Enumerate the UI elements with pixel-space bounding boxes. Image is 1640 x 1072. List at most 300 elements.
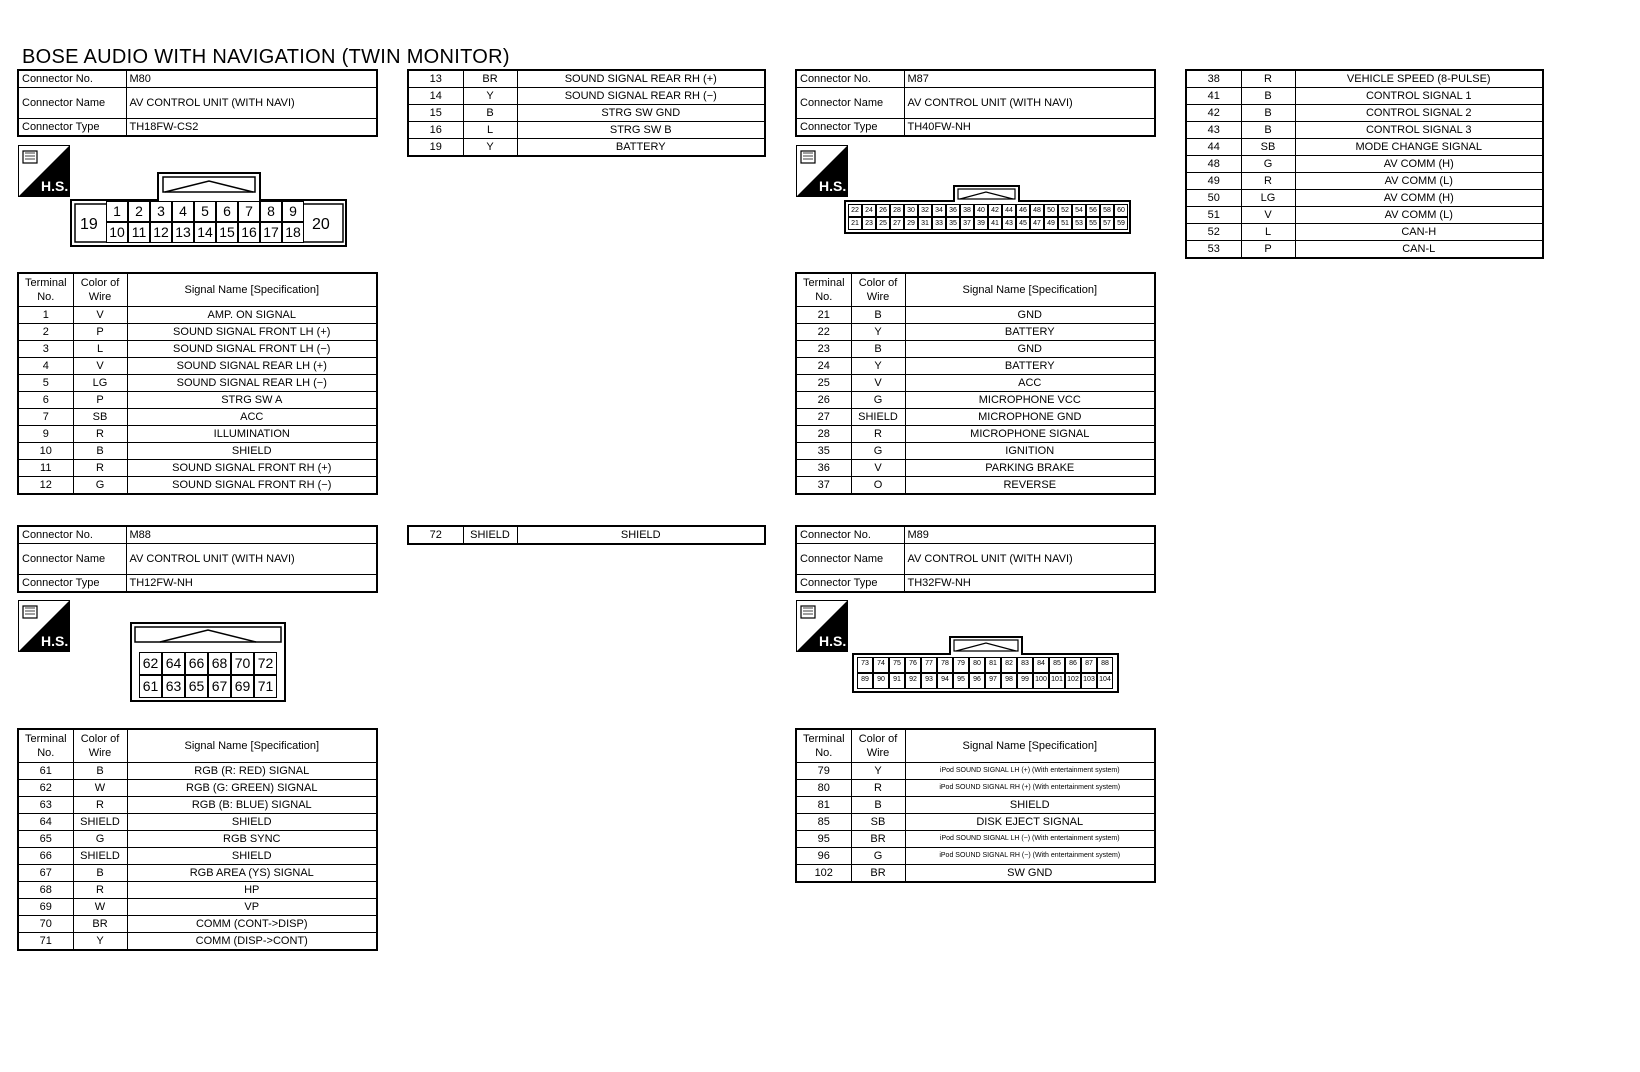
wire-color: W — [73, 780, 127, 797]
m87-terminal-table — [795, 272, 1156, 495]
connector-pin: 52 — [1058, 204, 1072, 217]
signal-name: MODE CHANGE SIGNAL — [1295, 139, 1543, 156]
wire-color: R — [73, 882, 127, 899]
wire-color: B — [1241, 105, 1295, 122]
header-color-of-wire: Color of Wire — [73, 729, 127, 763]
table-row — [18, 848, 377, 865]
connector-pin: 33 — [932, 217, 946, 230]
terminal-no: 51 — [1186, 207, 1241, 224]
wire-color: SHIELD — [851, 409, 905, 426]
connector-pin: 26 — [876, 204, 890, 217]
terminal-no: 37 — [796, 477, 851, 495]
signal-name: REVERSE — [905, 477, 1155, 495]
wire-color: R — [851, 426, 905, 443]
connector-pin: 14 — [194, 222, 216, 243]
table-row — [796, 443, 1155, 460]
wire-color: BR — [73, 916, 127, 933]
wire-color: B — [1241, 122, 1295, 139]
svg-text:H.S.: H.S. — [41, 178, 69, 194]
terminal-no: 64 — [18, 814, 73, 831]
table-row — [408, 105, 765, 122]
connector-pin: 45 — [1016, 217, 1030, 230]
signal-name: SOUND SIGNAL FRONT RH (−) — [127, 477, 377, 495]
table-row — [796, 848, 1155, 865]
terminal-no: 21 — [796, 307, 851, 324]
m89-connector-name: AV CONTROL UNIT (WITH NAVI) — [904, 544, 1155, 575]
signal-name: BATTERY — [905, 358, 1155, 375]
connector-pin: 70 — [231, 652, 254, 675]
signal-name: iPod SOUND SIGNAL RH (+) (With entertainment system) — [905, 780, 1155, 797]
wire-color: R — [73, 426, 127, 443]
wire-color: SB — [73, 409, 127, 426]
connector-pin: 61 — [139, 675, 162, 698]
signal-name: SHIELD — [517, 526, 765, 544]
terminal-no: 9 — [18, 426, 73, 443]
signal-name: SOUND SIGNAL REAR RH (+) — [517, 70, 765, 88]
signal-name: RGB (B: BLUE) SIGNAL — [127, 797, 377, 814]
connector-pin: 25 — [876, 217, 890, 230]
table-row — [18, 899, 377, 916]
label-connector-no: Connector No. — [796, 70, 904, 88]
connector-pin: 35 — [946, 217, 960, 230]
terminal-no: 63 — [18, 797, 73, 814]
wire-color: G — [851, 443, 905, 460]
signal-name: ACC — [905, 375, 1155, 392]
header-signal-name: Signal Name [Specification] — [905, 273, 1155, 307]
connector-pin: 30 — [904, 204, 918, 217]
table-row — [1186, 88, 1543, 105]
wire-color: P — [1241, 241, 1295, 259]
wire-color: W — [73, 899, 127, 916]
signal-name: iPod SOUND SIGNAL RH (−) (With entertainment system) — [905, 848, 1155, 865]
header-signal-name: Signal Name [Specification] — [127, 729, 377, 763]
m80-terminal-table — [17, 272, 378, 495]
connector-pin: 77 — [921, 657, 937, 673]
connector-pin: 3 — [150, 201, 172, 222]
connector-pin: 75 — [889, 657, 905, 673]
header-color-of-wire: Color of Wire — [73, 273, 127, 307]
wire-color: G — [851, 392, 905, 409]
terminal-no: 80 — [796, 780, 851, 797]
terminal-no: 79 — [796, 763, 851, 780]
connector-pin: 13 — [172, 222, 194, 243]
label-connector-type: Connector Type — [18, 575, 126, 593]
connector-pin: 32 — [918, 204, 932, 217]
connector-pin: 83 — [1017, 657, 1033, 673]
connector-pin: 73 — [857, 657, 873, 673]
terminal-no: 42 — [1186, 105, 1241, 122]
label-connector-name: Connector Name — [796, 544, 904, 575]
wire-color: Y — [851, 358, 905, 375]
terminal-no: 6 — [18, 392, 73, 409]
terminal-no: 67 — [18, 865, 73, 882]
hs-icon — [18, 600, 70, 652]
signal-name: RGB AREA (YS) SIGNAL — [127, 865, 377, 882]
table-row — [1186, 190, 1543, 207]
m89-info-table — [795, 525, 1156, 593]
table-row — [18, 882, 377, 899]
wire-color: SHIELD — [73, 848, 127, 865]
m80-pin-right: 20 — [312, 216, 330, 233]
terminal-no: 14 — [408, 88, 463, 105]
signal-name: STRG SW B — [517, 122, 765, 139]
connector-pin: 41 — [988, 217, 1002, 230]
m89-connector-no: M89 — [904, 526, 1155, 544]
table-row — [1186, 241, 1543, 259]
signal-name: IGNITION — [905, 443, 1155, 460]
terminal-no: 41 — [1186, 88, 1241, 105]
signal-name: SOUND SIGNAL REAR LH (−) — [127, 375, 377, 392]
connector-pin: 1 — [106, 201, 128, 222]
m89-terminal-table — [795, 728, 1156, 883]
connector-pin: 38 — [960, 204, 974, 217]
terminal-no: 70 — [18, 916, 73, 933]
signal-name: BATTERY — [517, 139, 765, 157]
terminal-no: 95 — [796, 831, 851, 848]
connector-pin: 34 — [932, 204, 946, 217]
wire-color: BR — [463, 70, 517, 88]
connector-pin: 5 — [194, 201, 216, 222]
terminal-no: 28 — [796, 426, 851, 443]
connector-pin: 91 — [889, 673, 905, 689]
connector-pin: 48 — [1030, 204, 1044, 217]
connector-pin: 89 — [857, 673, 873, 689]
signal-name: CAN-L — [1295, 241, 1543, 259]
connector-pin: 62 — [139, 652, 162, 675]
table-row — [1186, 207, 1543, 224]
wire-color: L — [463, 122, 517, 139]
terminal-no: 4 — [18, 358, 73, 375]
table-row — [796, 460, 1155, 477]
wire-color: B — [851, 341, 905, 358]
connector-pin: 96 — [969, 673, 985, 689]
signal-name: MICROPHONE VCC — [905, 392, 1155, 409]
wire-color: P — [73, 324, 127, 341]
terminal-no: 3 — [18, 341, 73, 358]
table-row — [1186, 173, 1543, 190]
table-row — [796, 392, 1155, 409]
table-row — [796, 814, 1155, 831]
signal-name: PARKING BRAKE — [905, 460, 1155, 477]
connector-pin: 28 — [890, 204, 904, 217]
terminal-no: 102 — [796, 865, 851, 883]
terminal-no: 16 — [408, 122, 463, 139]
connector-pin: 64 — [162, 652, 185, 675]
signal-name: CAN-H — [1295, 224, 1543, 241]
connector-pin: 88 — [1097, 657, 1113, 673]
header-terminal-no: Terminal No. — [18, 729, 73, 763]
table-row — [408, 139, 765, 157]
table-row — [18, 409, 377, 426]
connector-pin: 43 — [1002, 217, 1016, 230]
signal-name: AV COMM (L) — [1295, 207, 1543, 224]
connector-pin: 76 — [905, 657, 921, 673]
wire-color: B — [851, 797, 905, 814]
connector-pin: 18 — [282, 222, 304, 243]
connector-pin: 56 — [1086, 204, 1100, 217]
table-row — [408, 70, 765, 88]
table-row — [18, 358, 377, 375]
hs-icon — [18, 145, 70, 197]
wire-color: G — [851, 848, 905, 865]
connector-pin: 69 — [231, 675, 254, 698]
table-row — [796, 375, 1155, 392]
m87-connector-no: M87 — [904, 70, 1155, 88]
wire-color: BR — [851, 865, 905, 883]
table-row — [408, 122, 765, 139]
wire-color: Y — [463, 139, 517, 157]
connector-pin: 51 — [1058, 217, 1072, 230]
terminal-no: 10 — [18, 443, 73, 460]
m80-connector-name: AV CONTROL UNIT (WITH NAVI) — [126, 88, 377, 119]
wire-color: Y — [73, 933, 127, 951]
m88-connector-name: AV CONTROL UNIT (WITH NAVI) — [126, 544, 377, 575]
wire-color: LG — [1241, 190, 1295, 207]
terminal-no: 27 — [796, 409, 851, 426]
signal-name: ILLUMINATION — [127, 426, 377, 443]
connector-pin: 55 — [1086, 217, 1100, 230]
table-row — [18, 814, 377, 831]
header-terminal-no: Terminal No. — [796, 273, 851, 307]
connector-pin: 68 — [208, 652, 231, 675]
connector-pin: 92 — [905, 673, 921, 689]
connector-pin: 95 — [953, 673, 969, 689]
connector-pin: 21 — [848, 217, 862, 230]
connector-pin: 101 — [1049, 673, 1065, 689]
terminal-no: 72 — [408, 526, 463, 544]
signal-name: SHIELD — [127, 814, 377, 831]
m87-info-table — [795, 69, 1156, 137]
connector-pin: 79 — [953, 657, 969, 673]
table-row — [1186, 122, 1543, 139]
signal-name: iPod SOUND SIGNAL LH (+) (With entertainment system) — [905, 763, 1155, 780]
signal-name: CONTROL SIGNAL 1 — [1295, 88, 1543, 105]
wire-color: V — [1241, 207, 1295, 224]
m89-connector-type: TH32FW-NH — [904, 575, 1155, 593]
wire-color: SHIELD — [463, 526, 517, 544]
signal-name: SOUND SIGNAL FRONT LH (−) — [127, 341, 377, 358]
signal-name: VEHICLE SPEED (8-PULSE) — [1295, 70, 1543, 88]
table-row — [796, 780, 1155, 797]
label-connector-name: Connector Name — [796, 88, 904, 119]
table-row — [1186, 139, 1543, 156]
connector-pin: 31 — [918, 217, 932, 230]
connector-pin: 72 — [254, 652, 277, 675]
wire-color: V — [73, 307, 127, 324]
wire-color: O — [851, 477, 905, 495]
connector-pin: 17 — [260, 222, 282, 243]
table-row — [796, 358, 1155, 375]
terminal-no: 35 — [796, 443, 851, 460]
table-row — [18, 460, 377, 477]
wire-color: B — [73, 763, 127, 780]
table-row — [18, 426, 377, 443]
terminal-no: 49 — [1186, 173, 1241, 190]
connector-pin: 59 — [1114, 217, 1128, 230]
wire-color: R — [73, 460, 127, 477]
connector-pin: 67 — [208, 675, 231, 698]
wire-color: SHIELD — [73, 814, 127, 831]
wire-color: BR — [851, 831, 905, 848]
m80-terminal-table-continued — [407, 69, 766, 157]
connector-pin: 23 — [862, 217, 876, 230]
table-row — [1186, 156, 1543, 173]
signal-name: MICROPHONE SIGNAL — [905, 426, 1155, 443]
m80-info-table — [17, 69, 378, 137]
m80-connector-type: TH18FW-CS2 — [126, 119, 377, 137]
terminal-no: 7 — [18, 409, 73, 426]
signal-name: MICROPHONE GND — [905, 409, 1155, 426]
wire-color: B — [851, 307, 905, 324]
connector-pin: 7 — [238, 201, 260, 222]
terminal-no: 43 — [1186, 122, 1241, 139]
m88-info-table — [17, 525, 378, 593]
terminal-no: 19 — [408, 139, 463, 157]
table-row — [18, 933, 377, 951]
m87-connector-type: TH40FW-NH — [904, 119, 1155, 137]
wire-color: G — [73, 477, 127, 495]
table-row — [796, 324, 1155, 341]
connector-pin: 80 — [969, 657, 985, 673]
signal-name: VP — [127, 899, 377, 916]
m87-terminal-table-continued — [1185, 69, 1544, 259]
wire-color: P — [73, 392, 127, 409]
terminal-no: 44 — [1186, 139, 1241, 156]
signal-name: CONTROL SIGNAL 3 — [1295, 122, 1543, 139]
terminal-no: 26 — [796, 392, 851, 409]
terminal-no: 25 — [796, 375, 851, 392]
table-row — [1186, 70, 1543, 88]
wire-color: R — [73, 797, 127, 814]
connector-pin: 85 — [1049, 657, 1065, 673]
connector-pin: 87 — [1081, 657, 1097, 673]
connector-pin: 66 — [185, 652, 208, 675]
connector-pin: 102 — [1065, 673, 1081, 689]
m80-connector-no: M80 — [126, 70, 377, 88]
signal-name: HP — [127, 882, 377, 899]
m88-terminal-table-continued — [407, 525, 766, 545]
terminal-no: 53 — [1186, 241, 1241, 259]
table-row — [18, 797, 377, 814]
svg-text:H.S.: H.S. — [819, 178, 847, 194]
connector-pin: 24 — [862, 204, 876, 217]
terminal-no: 36 — [796, 460, 851, 477]
header-signal-name: Signal Name [Specification] — [127, 273, 377, 307]
connector-pin: 54 — [1072, 204, 1086, 217]
connector-pin: 49 — [1044, 217, 1058, 230]
signal-name: SHIELD — [127, 848, 377, 865]
wire-color: R — [1241, 173, 1295, 190]
connector-pin: 63 — [162, 675, 185, 698]
label-connector-type: Connector Type — [796, 119, 904, 137]
terminal-no: 22 — [796, 324, 851, 341]
signal-name: iPod SOUND SIGNAL LH (−) (With entertainment system) — [905, 831, 1155, 848]
table-row — [796, 763, 1155, 780]
terminal-no: 96 — [796, 848, 851, 865]
signal-name: CONTROL SIGNAL 2 — [1295, 105, 1543, 122]
wire-color: Y — [463, 88, 517, 105]
wire-color: V — [73, 358, 127, 375]
wire-color: L — [1241, 224, 1295, 241]
label-connector-name: Connector Name — [18, 88, 126, 119]
wire-color: Y — [851, 324, 905, 341]
connector-pin: 42 — [988, 204, 1002, 217]
connector-pin: 29 — [904, 217, 918, 230]
terminal-no: 85 — [796, 814, 851, 831]
table-row — [796, 341, 1155, 358]
terminal-no: 68 — [18, 882, 73, 899]
table-row — [796, 409, 1155, 426]
hs-icon — [796, 145, 848, 197]
signal-name: SOUND SIGNAL FRONT RH (+) — [127, 460, 377, 477]
connector-pin: 82 — [1001, 657, 1017, 673]
connector-pin: 6 — [216, 201, 238, 222]
terminal-no: 15 — [408, 105, 463, 122]
connector-pin: 57 — [1100, 217, 1114, 230]
wire-color: L — [73, 341, 127, 358]
signal-name: COMM (DISP->CONT) — [127, 933, 377, 951]
connector-pin: 11 — [128, 222, 150, 243]
signal-name: STRG SW GND — [517, 105, 765, 122]
wire-color: V — [851, 460, 905, 477]
terminal-no: 52 — [1186, 224, 1241, 241]
signal-name: DISK EJECT SIGNAL — [905, 814, 1155, 831]
terminal-no: 12 — [18, 477, 73, 495]
connector-pin: 81 — [985, 657, 1001, 673]
table-row — [796, 307, 1155, 324]
label-connector-name: Connector Name — [18, 544, 126, 575]
connector-pin: 9 — [282, 201, 304, 222]
terminal-no: 5 — [18, 375, 73, 392]
signal-name: STRG SW A — [127, 392, 377, 409]
wire-color: SB — [1241, 139, 1295, 156]
connector-pin: 90 — [873, 673, 889, 689]
terminal-no: 48 — [1186, 156, 1241, 173]
connector-pin: 103 — [1081, 673, 1097, 689]
label-connector-no: Connector No. — [796, 526, 904, 544]
connector-pin: 39 — [974, 217, 988, 230]
terminal-no: 65 — [18, 831, 73, 848]
table-row — [18, 477, 377, 495]
table-row — [18, 780, 377, 797]
m88-connector-type: TH12FW-NH — [126, 575, 377, 593]
signal-name: RGB (G: GREEN) SIGNAL — [127, 780, 377, 797]
table-row — [796, 477, 1155, 495]
connector-pin: 50 — [1044, 204, 1058, 217]
signal-name: GND — [905, 307, 1155, 324]
connector-pin: 100 — [1033, 673, 1049, 689]
signal-name: RGB SYNC — [127, 831, 377, 848]
wire-color: G — [73, 831, 127, 848]
connector-pin: 65 — [185, 675, 208, 698]
table-row — [18, 443, 377, 460]
hs-icon — [796, 600, 848, 652]
connector-pin: 97 — [985, 673, 1001, 689]
connector-pin: 10 — [106, 222, 128, 243]
svg-text:H.S.: H.S. — [819, 633, 847, 649]
signal-name: SHIELD — [127, 443, 377, 460]
connector-pin: 94 — [937, 673, 953, 689]
header-color-of-wire: Color of Wire — [851, 729, 905, 763]
connector-pin: 36 — [946, 204, 960, 217]
connector-pin: 98 — [1001, 673, 1017, 689]
terminal-no: 1 — [18, 307, 73, 324]
table-row — [796, 865, 1155, 883]
connector-pin: 27 — [890, 217, 904, 230]
signal-name: AMP. ON SIGNAL — [127, 307, 377, 324]
signal-name: SOUND SIGNAL FRONT LH (+) — [127, 324, 377, 341]
terminal-no: 61 — [18, 763, 73, 780]
